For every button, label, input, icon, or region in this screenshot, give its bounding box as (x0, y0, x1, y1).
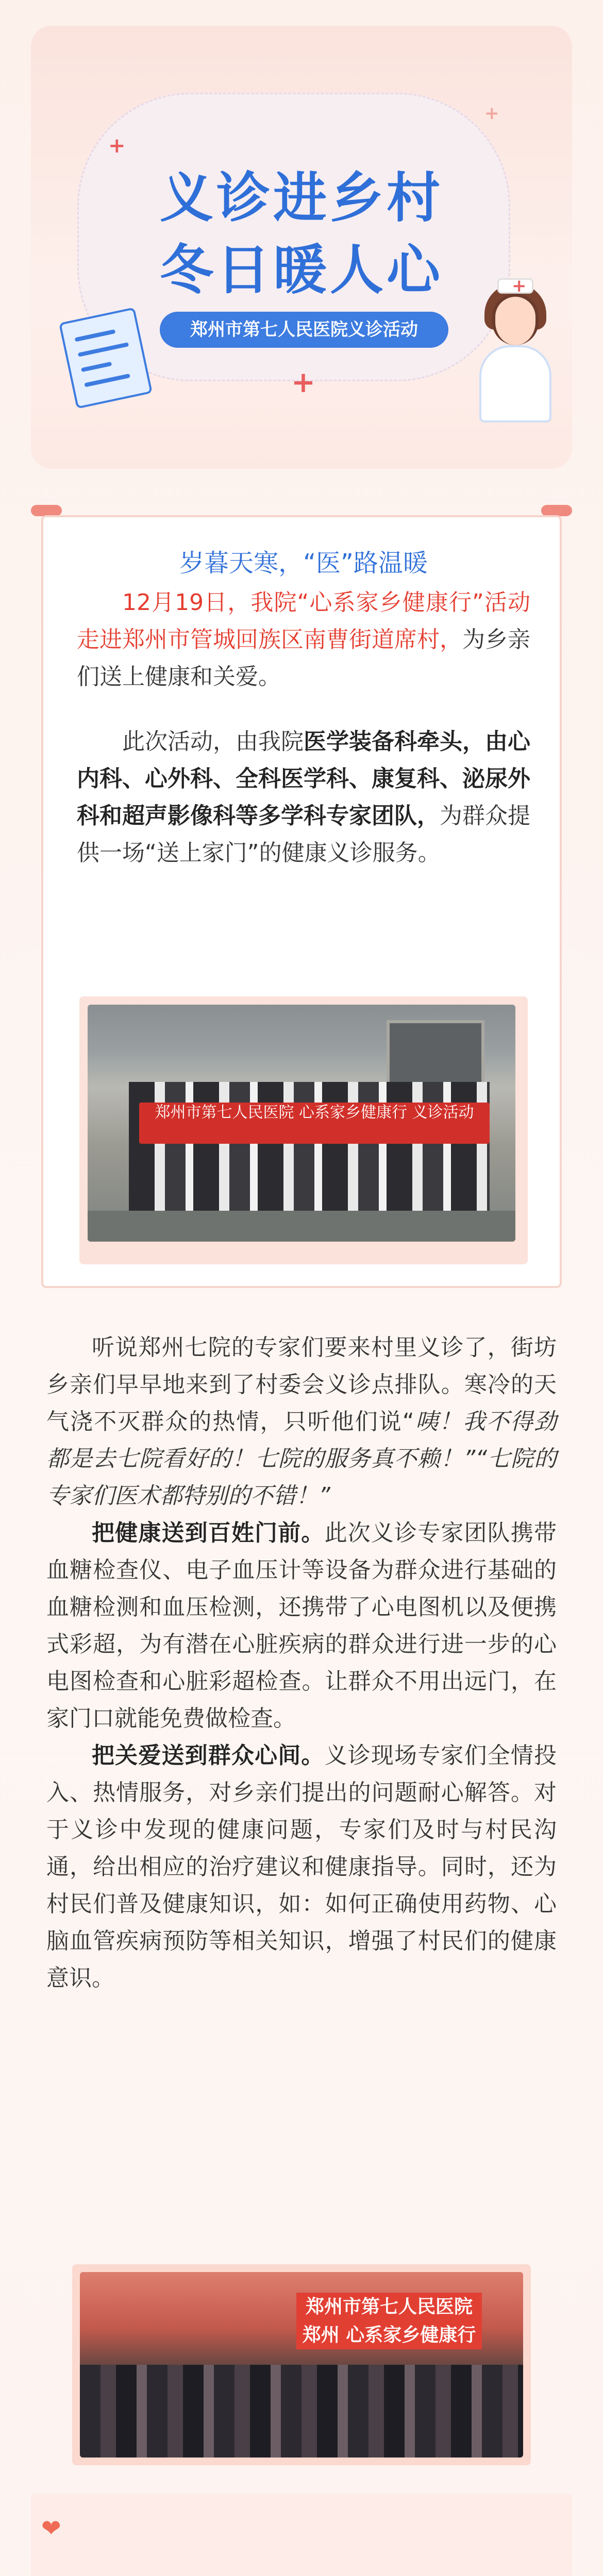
intro-date-highlight: 12月19日，我院“心系家乡健康行”活动走进郑州市管城回族区南曹街道席村， (77, 589, 530, 653)
details-paragraph-1 (46, 1329, 557, 1515)
details-text: 此次义诊专家团队携带血糖检查仪、电子血压计等设备为群众进行基础的血糖检测和血压检测，还携带了心电图机以及便携式彩超，为有潜在心脏疾病的群众进行进一步的心电图检查和心脏彩超检查。让群众不用出远门，在家门口就能免费做检查。 (46, 1520, 557, 1732)
details-text: 义诊现场专家们全情投入、热情服务，对乡亲们提出的问题耐心解答。对于义诊中发现的健康问题，专家们及时与村民沟通，给出相应的治疗建议和健康指导。同时，还为村民们普及健康知识，如：如何正确使用药物、心脑血管疾病预防等相关知识，增强了村民们的健康意识。 (46, 1742, 557, 1991)
ribbon-left (31, 505, 62, 516)
photo-floor (88, 1211, 515, 1242)
section-heading-1: 岁暮天寒，“医”路温暖 (179, 549, 428, 578)
intro-paragraph-1 (77, 584, 530, 696)
plus-icon: + (291, 366, 315, 399)
summary-card (31, 2494, 572, 2576)
photo-crowd (80, 2365, 523, 2458)
clinic-photo (80, 2272, 523, 2458)
villager-quote: 咦！我不得劲都是去七院看好的！七院的服务真不赖！”“七院的专家们医术都特别的不错！” (46, 1409, 557, 1509)
details-paragraph-3 (46, 1737, 557, 1997)
photo-banner: 郑州市第七人民医院 心系家乡健康行 义诊活动 (139, 1103, 490, 1144)
plus-icon: + (108, 134, 126, 158)
doctor-nurse-illustration (469, 278, 557, 422)
group-photo (88, 1005, 515, 1242)
photo-building-door (387, 1020, 484, 1087)
intro-text: 为群众提供一场“送上家门”的健康义诊服务。 (77, 803, 530, 866)
details-bold-lead: 把健康送到百姓门前。 (92, 1520, 325, 1546)
details-section (46, 1329, 557, 1997)
subtitle-pill: 郑州市第七人民医院义诊活动 (160, 312, 448, 348)
intro-text: 此次活动，由我院 (122, 728, 304, 755)
intro-paragraph-2 (77, 723, 530, 872)
photo-people (129, 1082, 490, 1211)
intro-text: 为乡亲们送上健康和关爱。 (77, 626, 530, 690)
plus-icon: + (484, 103, 499, 124)
page-title-line2: 冬日暖人心 (159, 239, 443, 301)
team-highlight: 医学装备科牵头，由心内科、心外科、全科医学科、康复科、泌尿外科和超声影像科等多学科专家团队， (77, 728, 530, 829)
page-title-line1: 义诊进乡村 (159, 166, 443, 229)
photo-banner: 郑州市第七人民医院 郑州 心系家乡健康行 (296, 2293, 482, 2349)
header-banner (31, 26, 572, 469)
ribbon-right (541, 505, 572, 516)
heart-icon: ❤ (41, 2514, 61, 2542)
details-paragraph-2 (46, 1515, 557, 1737)
details-bold-lead: 把关爱送到群众心间。 (92, 1742, 325, 1769)
details-text: 听说郑州七院的专家们要来村里义诊了，街坊乡亲们早早地来到了村委会义诊点排队。寒冷的天气浇不灭群众的热情，只听他们说“ (46, 1334, 557, 1435)
